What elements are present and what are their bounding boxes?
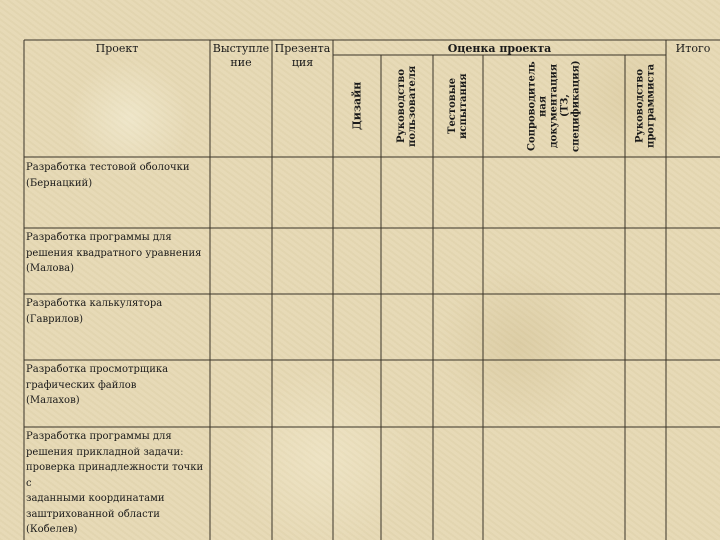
header-evaluation: Оценка проекта [447, 42, 552, 55]
header-total: Итого [675, 42, 711, 55]
header-speech: Выступле ние [212, 42, 270, 69]
row-project-4: Разработка просмотрщика графических файлов (Малахов) [26, 364, 169, 406]
row-project-3: Разработка калькулятора (Гаврилов) [26, 298, 163, 325]
header-project: Проект [95, 42, 139, 55]
header-programmer-guide: Руководство программиста [634, 63, 657, 149]
header-documentation: Сопроводитель ная документация (ТЗ, спецификация) [526, 60, 582, 152]
header-design: Дизайн [350, 81, 364, 131]
header-presentation: Презента ция [274, 42, 331, 69]
header-testing: Тестовые испытания [447, 73, 469, 139]
row-project-2: Разработка программы для решения квадратного уравнения (Малова) [26, 232, 202, 274]
header-user-guide: Руководство пользователя [396, 65, 418, 147]
row-project-1: Разработка тестовой оболочки (Бернацкий) [26, 162, 190, 189]
row-project-5: Разработка программы для решения прикладной задачи: проверка принадлежности точки с заданными координатами заштрихованной области (Кобелев) [26, 431, 204, 535]
